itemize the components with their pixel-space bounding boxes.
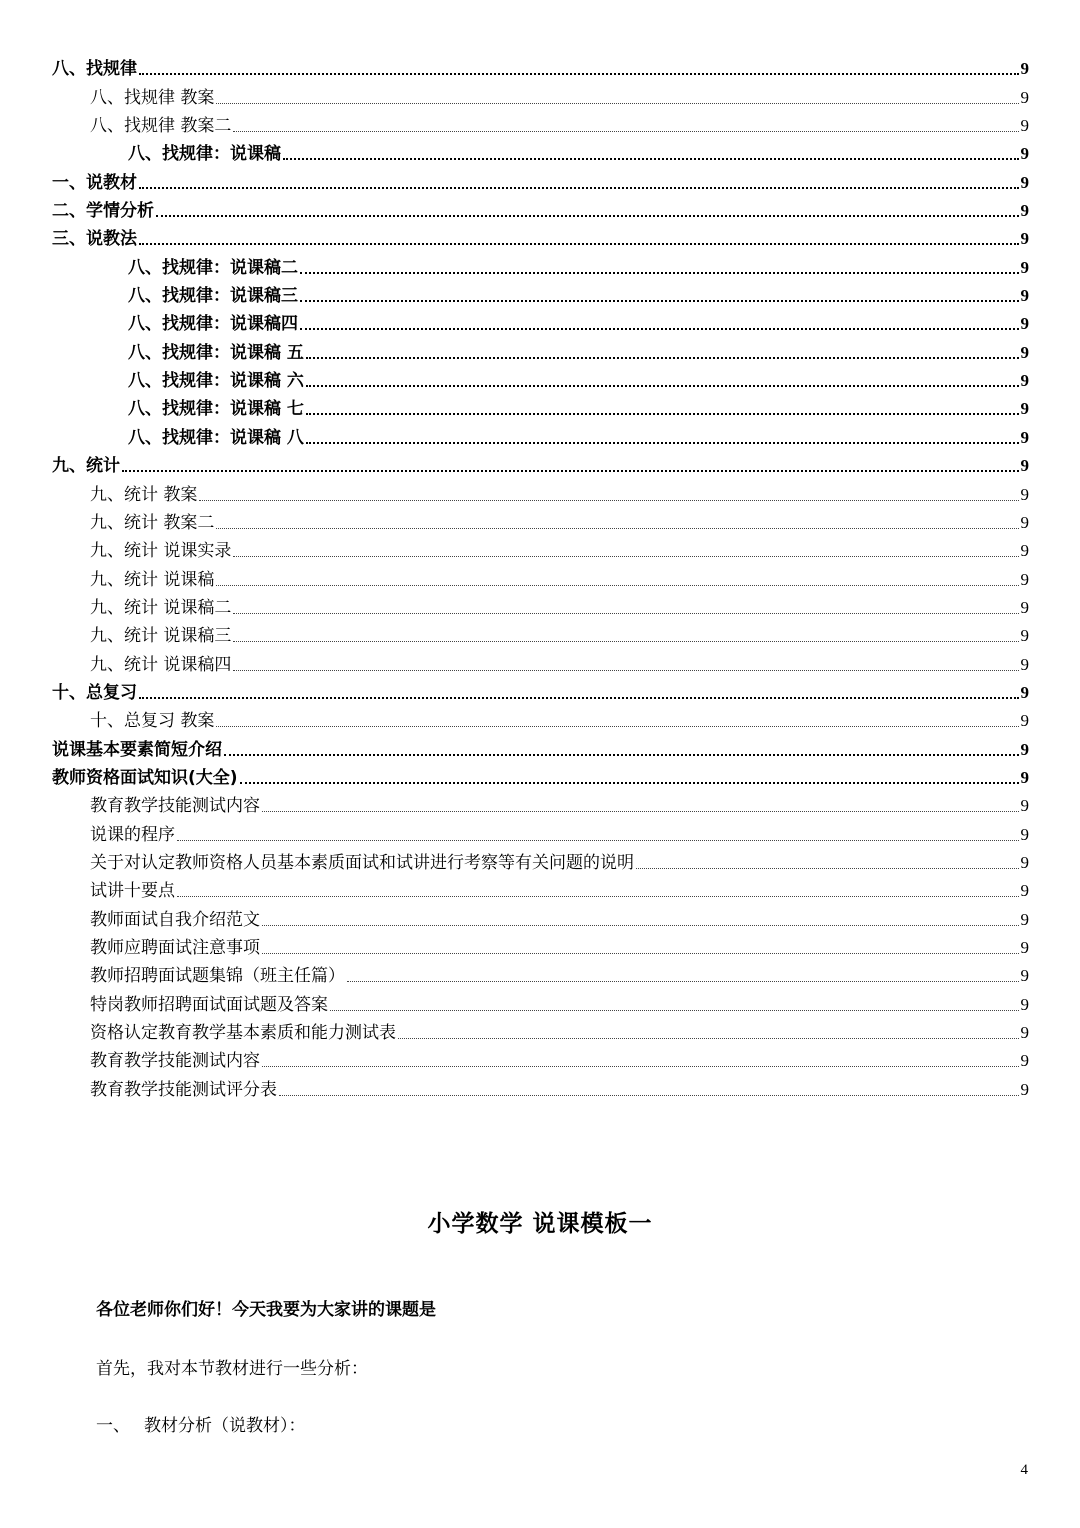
toc-entry-label: 教师资格面试知识(大全) bbox=[52, 767, 238, 788]
toc-entry-page: 9 bbox=[1020, 512, 1029, 532]
toc-entry-page: 9 bbox=[1020, 626, 1029, 646]
toc-entry[interactable] bbox=[52, 165, 1029, 193]
toc-dot-leader bbox=[216, 103, 1018, 104]
toc-dot-leader bbox=[262, 1066, 1019, 1067]
toc-entry-label: 说课基本要素简短介绍 bbox=[52, 739, 222, 760]
toc-dot-leader bbox=[177, 840, 1019, 841]
toc-entry-page: 9 bbox=[1020, 172, 1029, 192]
toc-dot-leader bbox=[224, 754, 1019, 756]
toc-entry-label: 八、找规律 bbox=[52, 59, 137, 80]
toc-entry-label: 教师应聘面试注意事项 bbox=[90, 938, 260, 958]
toc-dot-leader bbox=[262, 953, 1019, 954]
toc-entry-page: 9 bbox=[1020, 87, 1029, 107]
toc-entry[interactable] bbox=[52, 392, 1029, 420]
toc-dot-leader bbox=[233, 131, 1018, 132]
toc-entry[interactable] bbox=[52, 789, 1029, 817]
toc-entry[interactable] bbox=[52, 1044, 1029, 1072]
toc-entry-label: 十、总复习 bbox=[52, 682, 137, 703]
toc-entry-label: 九、统计 说课稿 bbox=[90, 569, 215, 590]
toc-dot-leader bbox=[279, 1095, 1019, 1096]
toc-entry-page: 9 bbox=[1020, 59, 1029, 79]
toc-entry[interactable] bbox=[52, 1016, 1029, 1044]
toc-entry-page: 9 bbox=[1020, 767, 1029, 787]
toc-entry-label: 八、找规律：说课稿 八 bbox=[128, 427, 304, 448]
toc-entry[interactable] bbox=[52, 1072, 1029, 1100]
section-heading bbox=[96, 1411, 306, 1436]
toc-dot-leader bbox=[216, 726, 1018, 727]
toc-entry-label: 九、统计 bbox=[52, 456, 120, 477]
toc-entry-label: 九、统计 教案 bbox=[90, 484, 198, 505]
toc-dot-leader bbox=[306, 413, 1019, 415]
toc-entry-label: 八、找规律：说课稿 七 bbox=[128, 399, 304, 420]
toc-entry[interactable] bbox=[52, 52, 1029, 80]
toc-dot-leader bbox=[330, 1010, 1019, 1011]
toc-entry-page: 9 bbox=[1020, 1051, 1029, 1071]
toc-dot-leader bbox=[139, 73, 1019, 75]
toc-entry[interactable] bbox=[52, 846, 1029, 874]
toc-entry-page: 9 bbox=[1020, 201, 1029, 221]
toc-entry-label: 教师面试自我介绍范文 bbox=[90, 909, 260, 930]
toc-entry[interactable] bbox=[52, 335, 1029, 363]
toc-entry-page: 9 bbox=[1020, 399, 1029, 419]
toc-dot-leader bbox=[306, 385, 1019, 387]
toc-entry-label: 一、说教材 bbox=[52, 172, 137, 193]
toc-dot-leader bbox=[139, 697, 1019, 699]
toc-entry[interactable] bbox=[52, 987, 1029, 1015]
toc-dot-leader bbox=[233, 613, 1018, 614]
toc-entry[interactable] bbox=[52, 959, 1029, 987]
toc-entry-label: 八、找规律：说课稿三 bbox=[128, 286, 298, 307]
toc-entry-page: 9 bbox=[1020, 994, 1029, 1014]
toc-entry[interactable] bbox=[52, 506, 1029, 534]
toc-entry[interactable] bbox=[52, 194, 1029, 222]
toc-dot-leader bbox=[139, 243, 1019, 245]
toc-dot-leader bbox=[233, 641, 1018, 642]
toc-entry-label: 二、学情分析 bbox=[52, 201, 154, 222]
toc-entry[interactable] bbox=[52, 364, 1029, 392]
toc-entry-page: 9 bbox=[1020, 314, 1029, 334]
toc-dot-leader bbox=[233, 670, 1018, 671]
toc-entry[interactable] bbox=[52, 647, 1029, 675]
toc-entry-page: 9 bbox=[1020, 456, 1029, 476]
toc-entry[interactable] bbox=[52, 902, 1029, 930]
toc-entry-label: 九、统计 说课稿四 bbox=[90, 654, 232, 675]
toc-entry-label: 九、统计 说课实录 bbox=[90, 541, 232, 562]
section-title: 教材分析（说教材）： bbox=[144, 1416, 306, 1436]
toc-dot-leader bbox=[216, 528, 1018, 529]
toc-entry-label: 关于对认定教师资格人员基本素质面试和试讲进行考察等有关问题的说明 bbox=[90, 852, 634, 873]
toc-entry-label: 教育教学技能测试内容 bbox=[90, 796, 260, 817]
toc-entry-page: 9 bbox=[1020, 1023, 1029, 1043]
toc-entry[interactable] bbox=[52, 704, 1029, 732]
toc-entry[interactable] bbox=[52, 874, 1029, 902]
toc-entry[interactable] bbox=[52, 222, 1029, 250]
toc-entry-label: 八、找规律：说课稿四 bbox=[128, 314, 298, 335]
toc-entry-page: 9 bbox=[1020, 881, 1029, 901]
toc-entry[interactable] bbox=[52, 591, 1029, 619]
toc-entry-page: 9 bbox=[1020, 654, 1029, 674]
toc-entry-page: 9 bbox=[1020, 427, 1029, 447]
toc-dot-leader bbox=[262, 811, 1019, 812]
page-number: 4 bbox=[1020, 1462, 1028, 1478]
toc-entry-label: 八、找规律 教案二 bbox=[90, 116, 232, 137]
toc-entry[interactable] bbox=[52, 477, 1029, 505]
toc-entry-label: 十、总复习 教案 bbox=[90, 711, 215, 732]
document-title: 小学数学 说课模板一 bbox=[427, 1211, 653, 1237]
toc-entry-page: 9 bbox=[1020, 569, 1029, 589]
toc-entry[interactable] bbox=[52, 534, 1029, 562]
toc-dot-leader bbox=[300, 272, 1019, 274]
toc-entry-label: 资格认定教育教学基本素质和能力测试表 bbox=[90, 1023, 396, 1044]
toc-entry[interactable] bbox=[52, 307, 1029, 335]
toc-entry-page: 9 bbox=[1020, 342, 1029, 362]
toc-entry-page: 9 bbox=[1020, 711, 1029, 731]
toc-dot-leader bbox=[177, 896, 1019, 897]
toc-entry-page: 9 bbox=[1020, 371, 1029, 391]
toc-dot-leader bbox=[240, 782, 1019, 784]
toc-entry-label: 九、统计 说课稿三 bbox=[90, 626, 232, 647]
toc-entry-page: 9 bbox=[1020, 796, 1029, 816]
toc-entry[interactable] bbox=[52, 80, 1029, 108]
toc-entry-label: 九、统计 说课稿二 bbox=[90, 597, 232, 618]
toc-entry[interactable] bbox=[52, 761, 1029, 789]
toc-entry-label: 说课的程序 bbox=[90, 824, 175, 845]
toc-entry-page: 9 bbox=[1020, 739, 1029, 759]
toc-entry[interactable] bbox=[52, 676, 1029, 704]
toc-dot-leader bbox=[216, 585, 1018, 586]
section-number: 一、 bbox=[96, 1416, 130, 1436]
toc-entry-page: 9 bbox=[1020, 541, 1029, 561]
intro-paragraph: 首先，我对本节教材进行一些分析： bbox=[96, 1359, 368, 1379]
toc-entry-page: 9 bbox=[1020, 909, 1029, 929]
toc-entry-page: 9 bbox=[1020, 1079, 1029, 1099]
toc-entry-page: 9 bbox=[1020, 257, 1029, 277]
toc-entry-page: 9 bbox=[1020, 938, 1029, 957]
toc-entry[interactable] bbox=[52, 931, 1029, 959]
toc-dot-leader bbox=[306, 442, 1019, 444]
toc-entry[interactable] bbox=[52, 250, 1029, 278]
toc-entry[interactable] bbox=[52, 279, 1029, 307]
toc-entry[interactable] bbox=[52, 732, 1029, 760]
toc-entry[interactable] bbox=[52, 619, 1029, 647]
toc-entry-page: 9 bbox=[1020, 116, 1029, 136]
toc-dot-leader bbox=[347, 981, 1019, 982]
toc-dot-leader bbox=[262, 925, 1019, 926]
toc-entry-page: 9 bbox=[1020, 824, 1029, 844]
toc-entry-page: 9 bbox=[1020, 286, 1029, 306]
toc-entry-label: 八、找规律：说课稿 六 bbox=[128, 371, 304, 392]
toc-dot-leader bbox=[300, 328, 1019, 330]
table-of-contents bbox=[52, 52, 1029, 1101]
toc-entry-label: 教育教学技能测试评分表 bbox=[90, 1079, 277, 1100]
toc-entry[interactable] bbox=[52, 137, 1029, 165]
toc-entry[interactable] bbox=[52, 109, 1029, 137]
toc-entry-label: 教育教学技能测试内容 bbox=[90, 1051, 260, 1072]
toc-dot-leader bbox=[122, 470, 1019, 472]
toc-dot-leader bbox=[300, 300, 1019, 302]
toc-dot-leader bbox=[398, 1038, 1019, 1039]
toc-entry-page: 9 bbox=[1020, 852, 1029, 872]
toc-entry[interactable] bbox=[52, 562, 1029, 590]
toc-entry[interactable] bbox=[52, 449, 1029, 477]
toc-entry-label: 教师招聘面试题集锦（班主任篇） bbox=[90, 966, 345, 987]
toc-entry-page: 9 bbox=[1020, 484, 1029, 504]
toc-dot-leader bbox=[139, 187, 1019, 189]
toc-dot-leader bbox=[156, 215, 1019, 217]
toc-dot-leader bbox=[636, 868, 1019, 869]
toc-dot-leader bbox=[306, 357, 1019, 359]
toc-entry-label: 九、统计 教案二 bbox=[90, 512, 215, 533]
toc-entry-label: 八、找规律：说课稿二 bbox=[128, 257, 298, 278]
toc-entry[interactable] bbox=[52, 420, 1029, 448]
toc-entry-page: 9 bbox=[1020, 966, 1029, 986]
toc-entry-page: 9 bbox=[1020, 144, 1029, 164]
toc-entry-label: 特岗教师招聘面试面试题及答案 bbox=[90, 994, 328, 1015]
toc-entry-page: 9 bbox=[1020, 229, 1029, 249]
toc-entry-label: 三、说教法 bbox=[52, 229, 137, 250]
toc-entry-label: 八、找规律 教案 bbox=[90, 87, 215, 108]
toc-entry-label: 试讲十要点 bbox=[90, 881, 175, 902]
toc-dot-leader bbox=[199, 500, 1018, 501]
toc-dot-leader bbox=[283, 158, 1019, 160]
toc-dot-leader bbox=[233, 556, 1018, 557]
greeting-paragraph: 各位老师你们好！今天我要为大家讲的课题是 bbox=[96, 1300, 436, 1320]
toc-entry-label: 八、找规律：说课稿 五 bbox=[128, 342, 304, 363]
toc-entry[interactable] bbox=[52, 817, 1029, 845]
toc-entry-page: 9 bbox=[1020, 682, 1029, 702]
toc-entry-label: 八、找规律：说课稿 bbox=[128, 144, 281, 165]
toc-entry-page: 9 bbox=[1020, 597, 1029, 617]
